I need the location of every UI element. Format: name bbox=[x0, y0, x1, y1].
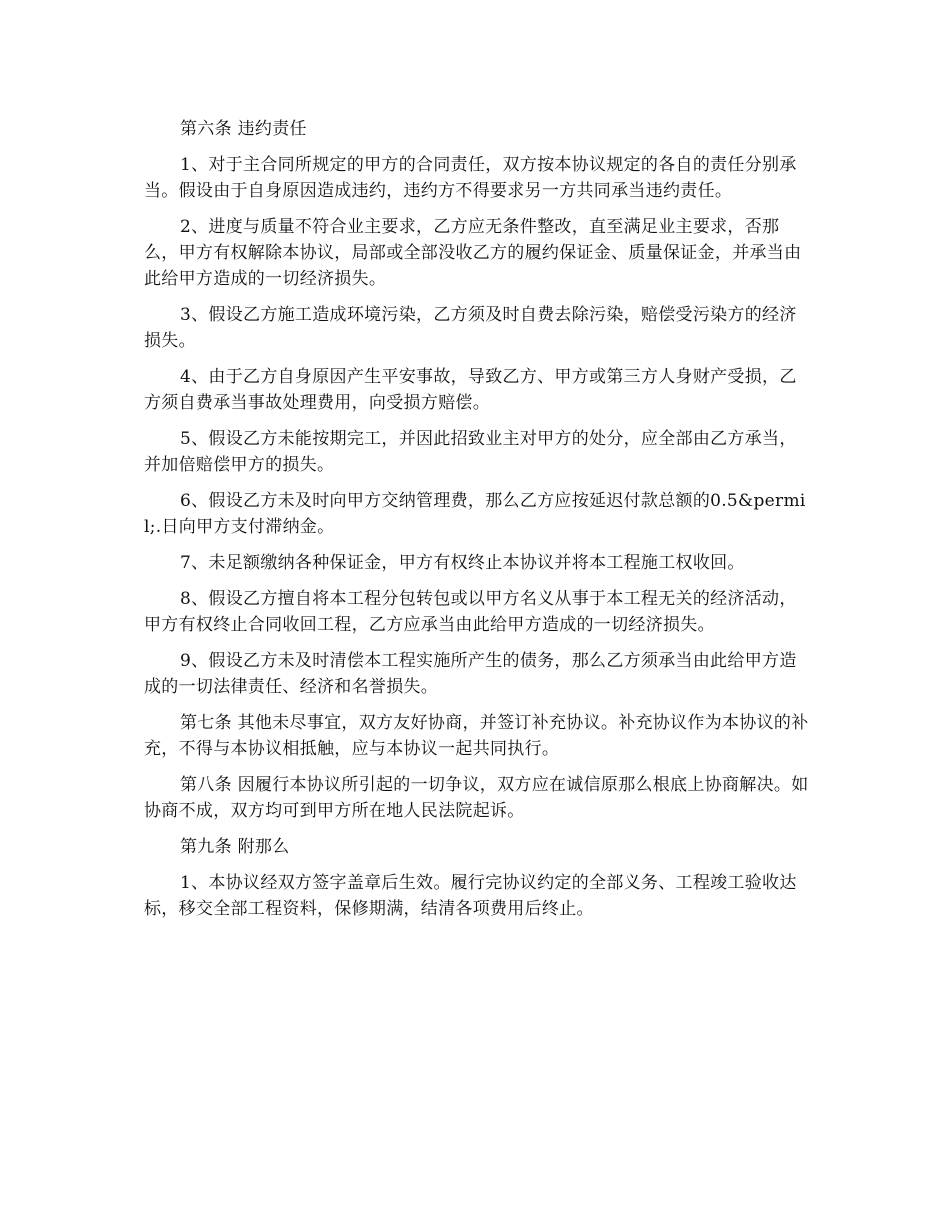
clause-6-5: 5、假设乙方未能按期完工，并因此招致业主对甲方的处分，应全部由乙方承当，并加倍赔偿甲方的损失。 bbox=[144, 429, 797, 475]
clause-6-1: 1、对于主合同所规定的甲方的合同责任，双方按本协议规定的各自的责任分别承当。假设由于自身原因造成违约，违约方不得要求另一方共同承当违约责任。 bbox=[144, 155, 797, 201]
clause-6-7: 7、未足额缴纳各种保证金，甲方有权终止本协议并将本工程施工权收回。 bbox=[180, 553, 745, 573]
clause-6-4: 4、由于乙方自身原因产生平安事故，导致乙方、甲方或第三方人身财产受损，乙方须自费承当事故处理费用，向受损方赔偿。 bbox=[144, 367, 797, 413]
clause-6-2: 2、进度与质量不符合业主要求，乙方应无条件整改，直至满足业主要求，否那么，甲方有权解除本协议，局部或全部没收乙方的履约保证金、质量保证金，并承当由此给甲方造成的一切经济损失。 bbox=[144, 217, 802, 289]
article-7: 第七条 其他未尽事宜，双方友好协商，并签订补充协议。补充协议作为本协议的补充，不得与本协议相抵触，应与本协议一起共同执行。 bbox=[144, 713, 809, 759]
article-6-heading: 第六条 违约责任 bbox=[180, 119, 307, 139]
clause-6-3: 3、假设乙方施工造成环境污染，乙方须及时自费去除污染，赔偿受污染方的经济损失。 bbox=[144, 305, 797, 351]
article-9-heading: 第九条 附那么 bbox=[180, 837, 290, 857]
clause-6-9: 9、假设乙方未及时清偿本工程实施所产生的债务，那么乙方须承当由此给甲方造成的一切法律责任、经济和名誉损失。 bbox=[144, 651, 797, 697]
clause-6-6: 6、假设乙方未及时向甲方交纳管理费，那么乙方应按延迟付款总额的0.5&permil;.日向甲方支付滞纳金。 bbox=[144, 491, 806, 537]
document-page bbox=[144, 116, 810, 932]
clause-9-1: 1、本协议经双方签字盖章后生效。履行完协议约定的全部义务、工程竣工验收达标，移交全部工程资料，保修期满，结清各项费用后终止。 bbox=[144, 873, 797, 919]
clause-6-8: 8、假设乙方擅自将本工程分包转包或以甲方名义从事于本工程无关的经济活动，甲方有权终止合同收回工程，乙方应承当由此给甲方造成的一切经济损失。 bbox=[144, 589, 797, 635]
article-8: 第八条 因履行本协议所引起的一切争议，双方应在诚信原那么根底上协商解决。如协商不成，双方均可到甲方所在地人民法院起诉。 bbox=[144, 775, 809, 821]
